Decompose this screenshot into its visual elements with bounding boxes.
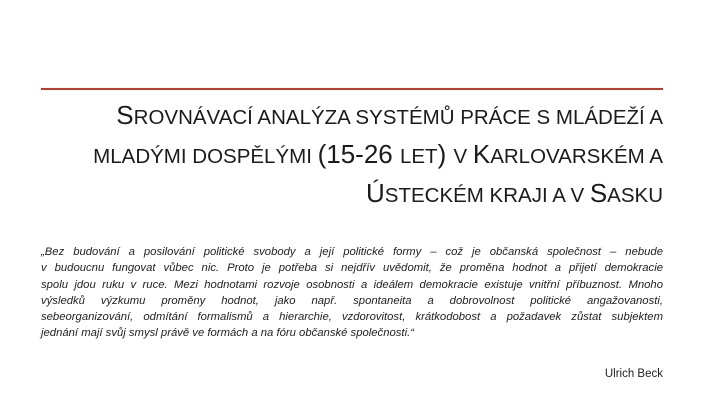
- quote-author: Ulrich Beck: [604, 368, 663, 380]
- title-text: (15-26: [317, 139, 400, 169]
- quote-line: výsledků výzkumu proměny hodnot, jako např. spontaneita a dobrovolnost politické angažovanosti,: [41, 294, 663, 307]
- title-text: K: [472, 139, 491, 169]
- title-text: MLADÝMI DOSPĚLÝMI: [93, 145, 318, 168]
- quote-line: sebeorganizování, odmítání formalismů a hierarchie, vzdorovitost, krátkodobost a požadavek zůstat subjektem: [41, 311, 663, 324]
- title-text: LET: [399, 145, 438, 168]
- title-line: [41, 94, 663, 133]
- quote-line: „Bez budování a posilování politické svobody a její politické formy – což je občanská společnost – nebude: [41, 246, 663, 258]
- quote-line: jednání mají svůj smysl právě ve formách a na fóru občanské společnosti.“: [41, 327, 414, 340]
- page-title: [41, 94, 663, 211]
- title-text: ASKU: [607, 184, 663, 207]
- title-line: [41, 133, 663, 172]
- quote-line: spolu jdou ruku v ruce. Mezi hodnotami rozvoje osobnosti a ideálem demokracie existuje vnitřní příbuznost. Mnoho: [41, 278, 663, 291]
- title-text: S: [116, 100, 134, 130]
- title-text: ARLOVARSKÉM A: [490, 145, 663, 168]
- quote-block: [41, 244, 663, 342]
- title-text: Ú: [365, 178, 385, 208]
- title-text: S: [589, 178, 608, 208]
- title-rule: [41, 88, 663, 90]
- title-text: V: [453, 145, 473, 168]
- title-text: ROVNÁVACÍ ANALÝZA SYSTÉMŮ PRÁCE S MLÁDEŽÍ A: [133, 106, 663, 129]
- title-text: STECKÉM KRAJI A V: [384, 184, 590, 207]
- title-line: [41, 172, 663, 211]
- title-text: ): [437, 139, 454, 169]
- quote-line: v budoucnu fungovat vůbec nic. Proto je potřeba si nejdřív uvědomit, že proměna hodnot a přijetí demokracie: [41, 262, 663, 275]
